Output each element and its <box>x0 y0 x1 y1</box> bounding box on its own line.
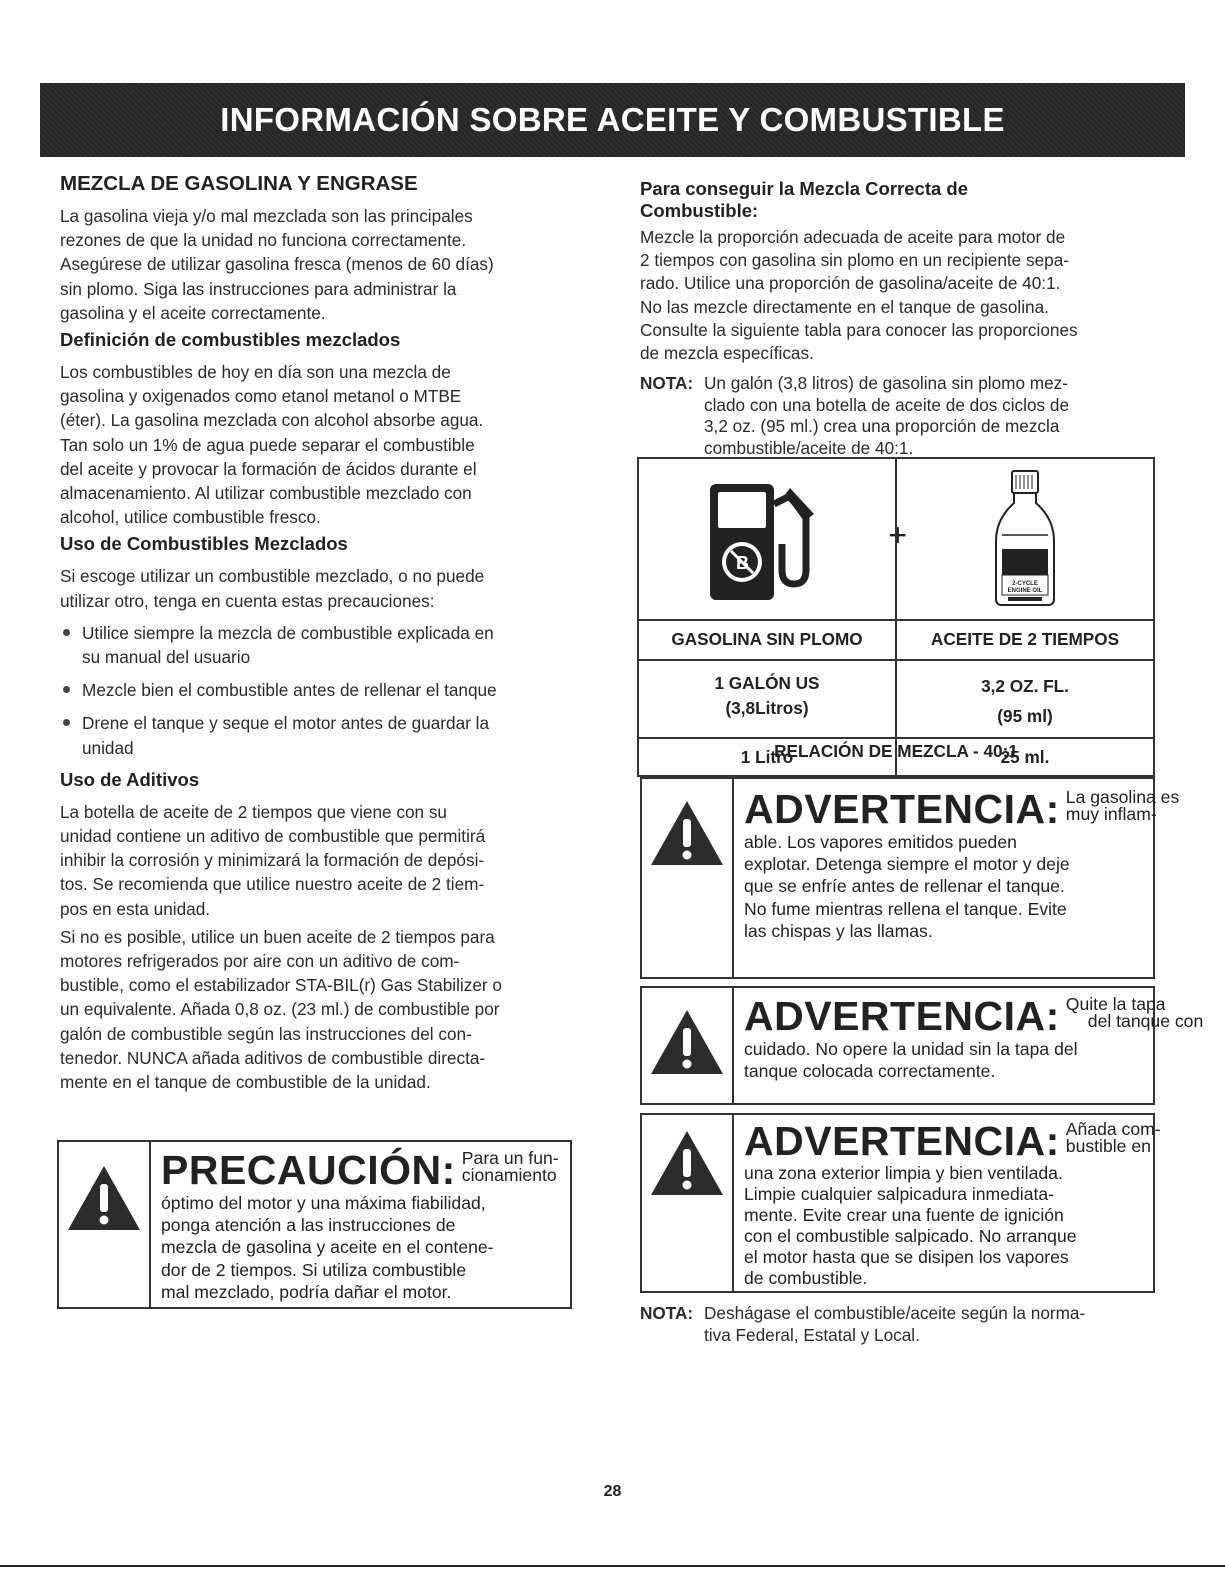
text-line: 1 GALÓN US <box>714 673 820 693</box>
text-line: ponga atención a las instrucciones de <box>161 1215 456 1236</box>
warning-text <box>734 988 1213 1103</box>
svg-text:B: B <box>736 553 749 573</box>
text-line: mezcla de gasolina y aceite en el contene- <box>161 1237 494 1258</box>
text-line: con el combustible salpicado. No arranque <box>744 1226 1077 1246</box>
text-line: Para un fun- <box>461 1148 559 1168</box>
text-line: bustible en <box>1065 1136 1151 1156</box>
text-line: de mezcla específicas. <box>640 343 814 364</box>
heading-uso-combustibles: Uso de Combustibles Mezclados <box>60 533 348 555</box>
table-row <box>639 661 1153 739</box>
text-line: Tan solo un 1% de agua puede separar el combustible <box>60 434 475 455</box>
heading-aditivos: Uso de Aditivos <box>60 768 200 790</box>
text-line: su manual del usuario <box>82 647 251 668</box>
definicion-paragraph <box>60 360 570 529</box>
text-line: pos en esta unidad. <box>60 898 211 919</box>
precaucion-box <box>57 1140 572 1309</box>
heading-mezcla: MEZCLA DE GASOLINA Y ENGRASE <box>60 172 418 195</box>
text-line: galón de combustible según las instrucciones del con- <box>60 1023 472 1044</box>
text-line: 3,2 oz. (95 ml.) crea una proporción de mezcla <box>704 416 1060 437</box>
text-line: Si escoge utilizar un combustible mezclado, o no puede <box>60 566 485 587</box>
text-line: Los combustibles de hoy en día son una mezcla de <box>60 362 451 383</box>
text-line: mal mezclado, podría dañar el motor. <box>161 1281 452 1302</box>
nota-label: NOTA: <box>640 1303 694 1323</box>
warning-box-tapa <box>640 986 1204 1105</box>
table-cell <box>895 661 1153 737</box>
text-line: La botella de aceite de 2 tiempos que viene con su <box>60 801 447 822</box>
text-line: tiva Federal, Estatal y Local. <box>704 1324 920 1345</box>
text-line: (3,8Litros) <box>725 698 809 718</box>
warning-title: ADVERTENCIA: <box>744 786 1060 832</box>
text-line: mente en el tanque de combustible de la unidad. <box>60 1072 431 1093</box>
warning-icon-cell <box>642 988 734 1103</box>
text-line: mente. Evite crear una fuente de ignición <box>744 1205 1064 1225</box>
table-header-row <box>639 621 1153 661</box>
heading-mezcla-correcta <box>640 178 1160 222</box>
table-cell: 1 Litro <box>740 747 794 767</box>
text-line: almacenamiento. Al utilizar combustible mezclado con <box>60 483 472 504</box>
section-banner <box>40 83 1185 157</box>
text-line: el motor hasta que se disipen los vapores <box>744 1247 1069 1267</box>
warning-lead <box>1066 996 1203 1030</box>
warning-triangle-icon <box>66 1164 142 1232</box>
text-line: La gasolina vieja y/o mal mezclada son las principales <box>60 206 473 226</box>
text-line: motores refrigerados por aire con un aditivo de com- <box>60 951 460 972</box>
list-item <box>60 678 570 702</box>
page-title: INFORMACIÓN SOBRE ACEITE Y COMBUSTIBLE <box>220 101 1005 138</box>
plus-sign: + <box>888 517 907 553</box>
text-line: alcohol, utilice combustible fresco. <box>60 507 321 528</box>
text-line: combustible/aceite de 40:1. <box>704 437 914 458</box>
text-line: del tanque con <box>1087 1011 1204 1031</box>
warning-box-gasolina <box>640 777 1180 979</box>
text-line: una zona exterior limpia y bien ventilada. <box>744 1163 1063 1183</box>
right-intro-paragraph <box>640 226 1160 365</box>
warning-triangle-icon <box>649 799 725 867</box>
text-line: gasolina y el aceite correctamente. <box>60 302 326 323</box>
text-line: rado. Utilice una proporción de gasolina/aceite de 40:1. <box>640 273 1061 294</box>
warning-triangle-icon <box>649 1129 725 1197</box>
warning-text <box>734 1115 1171 1291</box>
aditivos-paragraph-2 <box>60 925 570 1094</box>
text-line: tenedor. NUNCA añada aditivos de combustible directa- <box>60 1047 486 1068</box>
bullet-icon <box>63 629 70 636</box>
text-line: gasolina y oxigenados como etanol metanol o MTBE <box>60 386 462 407</box>
text-line: La gasolina es <box>1065 787 1180 807</box>
text-line: Si no es posible, utilice un buen aceite de 2 tiempos para <box>60 926 495 947</box>
bottle-label-line: ENGINE OIL <box>1007 588 1043 594</box>
warning-lead <box>1066 789 1179 823</box>
text-line: Deshágase el combustible/aceite según la norma- <box>704 1303 1086 1323</box>
table-image-row <box>639 459 1153 621</box>
heading-definicion: Definición de combustibles mezclados <box>60 329 401 351</box>
text-line: 3,2 OZ. FL. <box>981 676 1069 696</box>
warning-title: ADVERTENCIA: <box>744 993 1060 1039</box>
text-line: tanque colocada correctamente. <box>744 1061 996 1082</box>
nota-label: NOTA: <box>640 373 694 394</box>
header-gasolina: GASOLINA SIN PLOMO <box>671 629 863 649</box>
header-aceite: ACEITE DE 2 TIEMPOS <box>895 621 1153 659</box>
text-line: Asegúrese de utilizar gasolina fresca (menos de 60 días) <box>60 254 494 275</box>
text-line: explotar. Detenga siempre el motor y deje <box>744 854 1070 875</box>
text-line: las chispas y las llamas. <box>744 920 933 941</box>
text-line: bustible, como el estabilizador STA-BIL(r) Gas Stabilizer o <box>60 975 502 996</box>
precaucion-text <box>151 1142 569 1307</box>
text-line: unidad <box>82 737 134 758</box>
text-line: Para conseguir la Mezcla Correcta de <box>640 178 968 199</box>
text-line: Mezcle bien el combustible antes de rellenar el tanque <box>82 680 497 701</box>
table-cell: 25 ml. <box>895 739 1153 775</box>
warning-triangle-icon <box>649 1008 725 1076</box>
list-item <box>60 711 570 759</box>
text-line: Utilice siempre la mezcla de combustible explicada en <box>82 622 494 643</box>
text-line: clado con una botella de aceite de dos ciclos de <box>704 394 1070 415</box>
warning-icon-cell <box>59 1142 151 1307</box>
text-line: cionamiento <box>461 1165 557 1185</box>
bottom-rule <box>0 1565 1225 1567</box>
text-line: able. Los vapores emitidos pueden <box>744 832 1017 852</box>
text-line: óptimo del motor y una máxima fiabilidad, <box>161 1193 486 1213</box>
text-line: Un galón (3,8 litros) de gasolina sin plomo mez- <box>704 373 1068 394</box>
text-line: muy inflam- <box>1065 804 1157 824</box>
text-line: (éter). La gasolina mezclada con alcohol absorbe agua. <box>60 410 484 431</box>
text-line: (95 ml) <box>997 706 1053 726</box>
bullet-icon <box>63 686 70 693</box>
right-column <box>640 178 1160 463</box>
uso-paragraph <box>60 564 570 612</box>
warning-title: ADVERTENCIA: <box>744 1118 1060 1164</box>
intro-paragraph <box>60 204 570 325</box>
text-line: del aceite y provocar la formación de ácidos durante el <box>60 458 477 479</box>
text-line: dor de 2 tiempos. Si utiliza combustible <box>161 1259 467 1280</box>
bullet-icon <box>63 719 70 726</box>
list-item <box>60 621 570 669</box>
text-line: inhibir la corrosión y minimizará la formación de depósi- <box>60 850 485 871</box>
text-line: un equivalente. Añada 0,8 oz. (23 ml.) de combustible por <box>60 999 500 1020</box>
left-column <box>60 172 570 1098</box>
text-line: Añada com- <box>1065 1119 1161 1139</box>
text-line: rezones de que la unidad no funciona correctamente. <box>60 230 467 251</box>
text-line: que se enfríe antes de rellenar el tanque. <box>744 876 1065 897</box>
nota-desechar <box>640 1303 1160 1346</box>
text-line: No fume mientras rellena el tanque. Evite <box>744 898 1067 919</box>
precaucion-title: PRECAUCIÓN: <box>161 1147 456 1193</box>
warning-text <box>734 779 1189 977</box>
warning-lead <box>1066 1121 1161 1155</box>
text-line: Consulte la siguiente tabla para conocer las proporciones <box>640 319 1078 340</box>
text-line: utilizar otro, tenga en cuenta estas precauciones: <box>60 590 435 611</box>
warning-box-anadir <box>640 1113 1161 1293</box>
page-number: 28 <box>603 1483 622 1500</box>
gas-pump-cell <box>639 459 907 619</box>
precaucion-lead <box>462 1150 559 1184</box>
bottle-label-line: 2-CYCLE <box>1012 581 1038 587</box>
text-line: Combustible: <box>640 200 759 221</box>
aditivos-paragraph-1 <box>60 800 570 921</box>
table-caption: RELACIÓN DE MEZCLA - 40:1 <box>774 741 1018 761</box>
text-line: Drene el tanque y seque el motor antes de guardar la <box>82 713 490 734</box>
text-line: Limpie cualquier salpicadura inmediata- <box>744 1184 1055 1204</box>
warning-icon-cell <box>642 779 734 977</box>
oil-bottle-icon <box>990 469 1060 609</box>
fuel-mix-table <box>637 457 1155 777</box>
text-line: No las mezcle directamente en el tanque de gasolina. <box>640 296 1049 317</box>
text-line: unidad contiene un aditivo de combustible que permitirá <box>60 826 486 847</box>
nota-mezcla <box>640 373 1160 459</box>
text-line: Quite la tapa <box>1065 994 1166 1014</box>
warning-icon-cell <box>642 1115 734 1291</box>
oil-bottle-cell <box>895 459 1153 619</box>
text-line: sin plomo. Siga las instrucciones para administrar la <box>60 278 457 299</box>
text-line: de combustible. <box>744 1268 868 1288</box>
text-line: cuidado. No opere la unidad sin la tapa del <box>744 1039 1078 1059</box>
text-line: Mezcle la proporción adecuada de aceite para motor de <box>640 227 1066 247</box>
precautions-list <box>60 621 570 760</box>
text-line: 2 tiempos con gasolina sin plomo en un recipiente sepa- <box>640 250 1069 271</box>
gas-pump-icon <box>702 474 832 604</box>
table-cell <box>639 661 895 737</box>
text-line: tos. Se recomienda que utilice nuestro aceite de 2 tiem- <box>60 874 485 895</box>
